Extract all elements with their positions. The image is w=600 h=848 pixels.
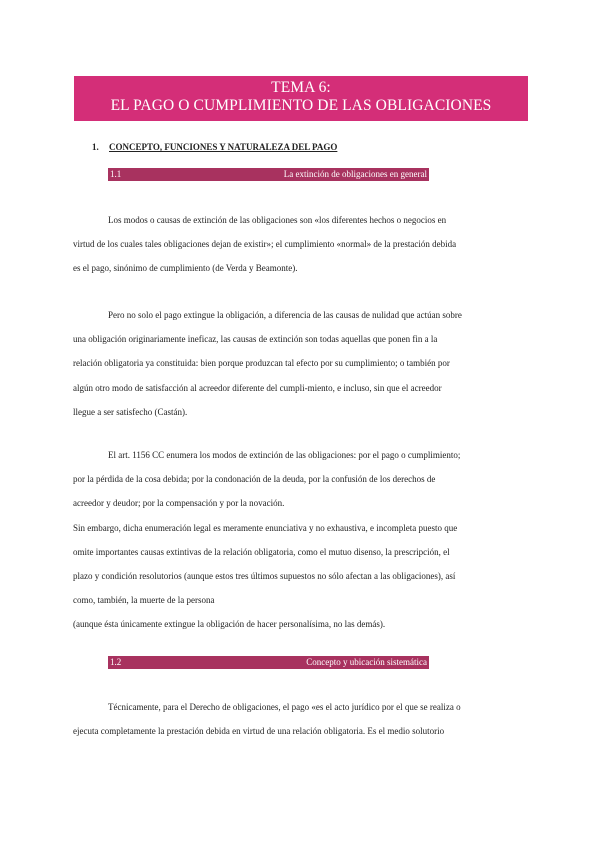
text-line: por la pérdida de la cosa debida; por la condonación de la deuda, por la confusión de los derechos de [73, 474, 436, 485]
subsection-code: 1.2 [110, 657, 122, 667]
text-line: es el pago, sinónimo de cumplimiento (de Verda y Beamonte). [73, 263, 298, 274]
paragraph-3 [73, 443, 533, 637]
chapter-number: TEMA 6: [271, 79, 331, 96]
subsection-label: Concepto y ubicación sistemática [306, 657, 427, 667]
text-line: como, también, la muerte de la persona [73, 595, 215, 606]
section-heading [92, 142, 337, 152]
text-line: acreedor y deudor; por la compensación y por la novación. [73, 498, 285, 509]
section-title: CONCEPTO, FUNCIONES Y NATURALEZA DEL PAGO [109, 142, 338, 152]
text-line: Técnicamente, para el Derecho de obligaciones, el pago «es el acto jurídico por el que se realiza o [108, 702, 461, 712]
text-line: virtud de los cuales tales obligaciones dejan de existir»; el cumplimiento «normal» de la prestación debida [73, 239, 457, 250]
paragraph-2 [73, 303, 533, 424]
text-line: omite importantes causas extintivas de la relación obligatoria, como el mutuo disenso, la prescripción, el [73, 546, 450, 557]
section-number: 1. [92, 142, 99, 152]
subsection-bar-1-1 [108, 168, 429, 181]
text-line: ejecuta completamente la prestación debida en virtud de una relación obligatoria. Es el medio solutorio [73, 726, 445, 737]
text-line: El art. 1156 CC enumera los modos de extinción de las obligaciones: por el pago o cumplimiento; [108, 450, 461, 460]
subsection-code: 1.1 [110, 169, 122, 179]
text-line: plazo y condición resolutorios (aunque estos tres últimos supuestos no sólo afectan a las obligaciones), así [73, 571, 456, 582]
subsection-label: La extinción de obligaciones en general [283, 169, 427, 179]
text-line: llegue a ser satisfecho (Castán). [73, 406, 188, 417]
text-line: Pero no solo el pago extingue la obligación, a diferencia de las causas de nulidad que actúan sobre [108, 310, 462, 320]
text-line: una obligación originariamente ineficaz, las causas de extinción son todas aquellas que ponen fin a la [73, 334, 438, 345]
subsection-bar-1-2 [108, 656, 429, 669]
paragraph-1 [73, 208, 533, 281]
paragraph-4 [73, 695, 533, 743]
chapter-title: EL PAGO O CUMPLIMIENTO DE LAS OBLIGACIONES [110, 97, 492, 114]
text-line: Sin embargo, dicha enumeración legal es meramente enunciativa y no exhaustiva, e incompleta puesto que [73, 522, 458, 533]
text-line: relación obligatoria ya constituida: bien porque produzcan tal efecto por su cumplimiento; o también por [73, 358, 450, 369]
chapter-banner [74, 76, 528, 121]
text-line: algún otro modo de satisfacción al acreedor diferente del cumpli-miento, e incluso, sin que el acreedor [73, 382, 442, 393]
text-line: Los modos o causas de extinción de las obligaciones son «los diferentes hechos o negocios en [108, 215, 447, 225]
text-line: (aunque ésta únicamente extingue la obligación de hacer personalísima, no las demás). [73, 619, 386, 630]
